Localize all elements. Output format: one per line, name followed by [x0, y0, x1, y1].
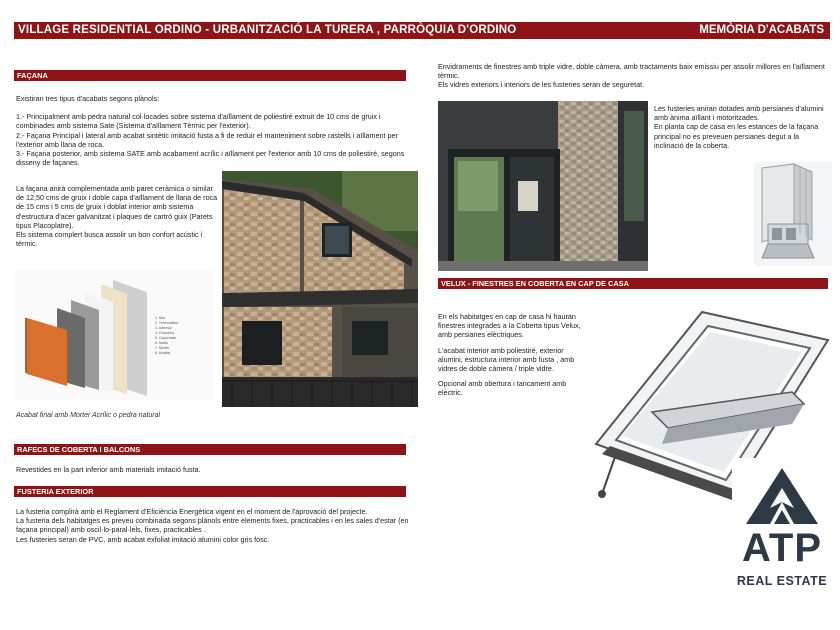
header-bar: [14, 22, 830, 39]
layers-legend: 1. Mur 2. Termoaillant 3. Adhesiu 4. Fixacions 5. Capa base 6. Malla 7. Morter 8. Acabat: [155, 316, 179, 355]
atp-mountain-icon: [732, 458, 832, 532]
house-photo-illustration: [222, 171, 418, 407]
wall-layers-illustration: [15, 270, 213, 400]
rafecs-text: Revestides en la part inferior amb materials imitació fusta.: [16, 465, 201, 474]
logo-name: ATP: [741, 526, 823, 570]
blinds-text-block: [654, 104, 830, 150]
logo-subtitle: REAL ESTATE: [736, 574, 828, 588]
facana-heading: FAÇANA: [14, 70, 406, 81]
window-photo-illustration: [438, 101, 648, 271]
facana-caption: Acabat final amb Morter Acrílic o pedra natural: [16, 412, 161, 419]
window-profile-image: [754, 162, 832, 266]
velux-heading: VELUX - FINESTRES EN COBERTA EN CAP DE CASA: [438, 278, 828, 289]
velux-finish: L'acabat interior amb poliestiré, exterior alumini, estructura interior amb fusta , amb vidres de doble càmera / triple vidre.: [438, 345, 575, 374]
velux-optional: Opcional amb obertura i tancament amb elèctric.: [438, 379, 567, 398]
glazing-triple: Envidraments de finestres amb triple vidre, doble càmera, amb tractaments baix emissiu per assolir millores en l'aïllament tèrmic.: [438, 62, 825, 81]
facana-intro: Existiran tres tipus d'acabats segons plànols:: [16, 94, 160, 103]
glazing-text-block: [438, 62, 830, 90]
document-section-title: MEMÒRIA D'ACABATS: [699, 24, 824, 36]
facana-point-2: 2.- Façana Principal i lateral amb acabat sintètic imitació fusta a fi de reduir el manteniment sobre rastells i aïllament per l'exterior amb llana de roca.: [16, 130, 398, 149]
velux-integrated: En els habitatges en cap de casa hi hauran finestres integrades a la Coberta tipus Velux, amb persianes elèctriques.: [438, 312, 581, 340]
fusteria-heading: FUSTERIA EXTERIOR: [14, 486, 406, 497]
velux-text-block: [438, 312, 588, 402]
fusteria-material: Les fusteries seran de PVC, amb acabat exfoliat imitació alumini color gris fosc.: [16, 534, 270, 544]
facana-text-block-2: [16, 184, 220, 248]
facana-complement: La façana anirà complementada amb paret ceràmica o similar de 12,50 cms de gruix i doble capa d'aïllament de llana de roca de 15 cms i 5 cms de gruix i doblat interior amb sistema d'estructura d'acer galvanitzat i plaques de cartró guix (Parets tipus Placoplatre).: [16, 184, 218, 230]
house-facade-photo: [222, 171, 418, 407]
blinds-top-floor: En planta cap de casa en les estances de la façana principal no es preveuen persianes degut a la inclinació de la coberta.: [654, 122, 819, 150]
window-photo: [438, 101, 648, 271]
facana-comfort: Els sistema complert busca assolir un bon confort acústic i tèrmic.: [16, 230, 203, 249]
document-title: VILLAGE RESIDENTIAL ORDINO - URBANITZACIÓ LA TURERA , PARRÒQUIA D'ORDINO: [18, 24, 517, 36]
fusteria-text-block: [16, 507, 411, 544]
fusteria-combination: La fusteria dels habitatges es preveu combinada segons plànols entre elements fixes, practicables i en les sales d'estar (en façana principal) amb oscil·lo-paral·lels, fixes, practicables .: [16, 516, 409, 535]
blinds-motorized: Les fusteries aniran dotades amb persianes d'alumini amb ànima aïllant i motoritzades.: [654, 104, 824, 123]
facana-text-block: [16, 94, 406, 167]
glazing-safety: Els vidres exteriors i interiors de les fusteries seran de seguretat.: [438, 80, 645, 90]
wall-layers-diagram: [15, 270, 213, 400]
facana-point-3: 3.- Façana posterior, amb sistema SATE amb acabament acrílic i aïllament per l'exterior amb 10 cms de poliestiré, segons disseny de façanes.: [16, 149, 405, 168]
atp-logo: [732, 458, 832, 600]
facana-point-1: 1.- Principalment amb pedra natural col·locades sobre sistema d'aïllament de poliestiré extruit de 10 cms de gruix i combinades amb sistema Sate (Sistema d'aïllament Tèrmic per l'exterior).: [16, 112, 381, 131]
fusteria-regulation: La fusteria complirà amb el Reglament d'Eficiència Energètica vigent en el moment de l'aprovació del projecte.: [16, 507, 368, 516]
window-profile-illustration: [754, 162, 832, 266]
rafecs-heading: RAFECS DE COBERTA I BALCONS: [14, 444, 406, 455]
